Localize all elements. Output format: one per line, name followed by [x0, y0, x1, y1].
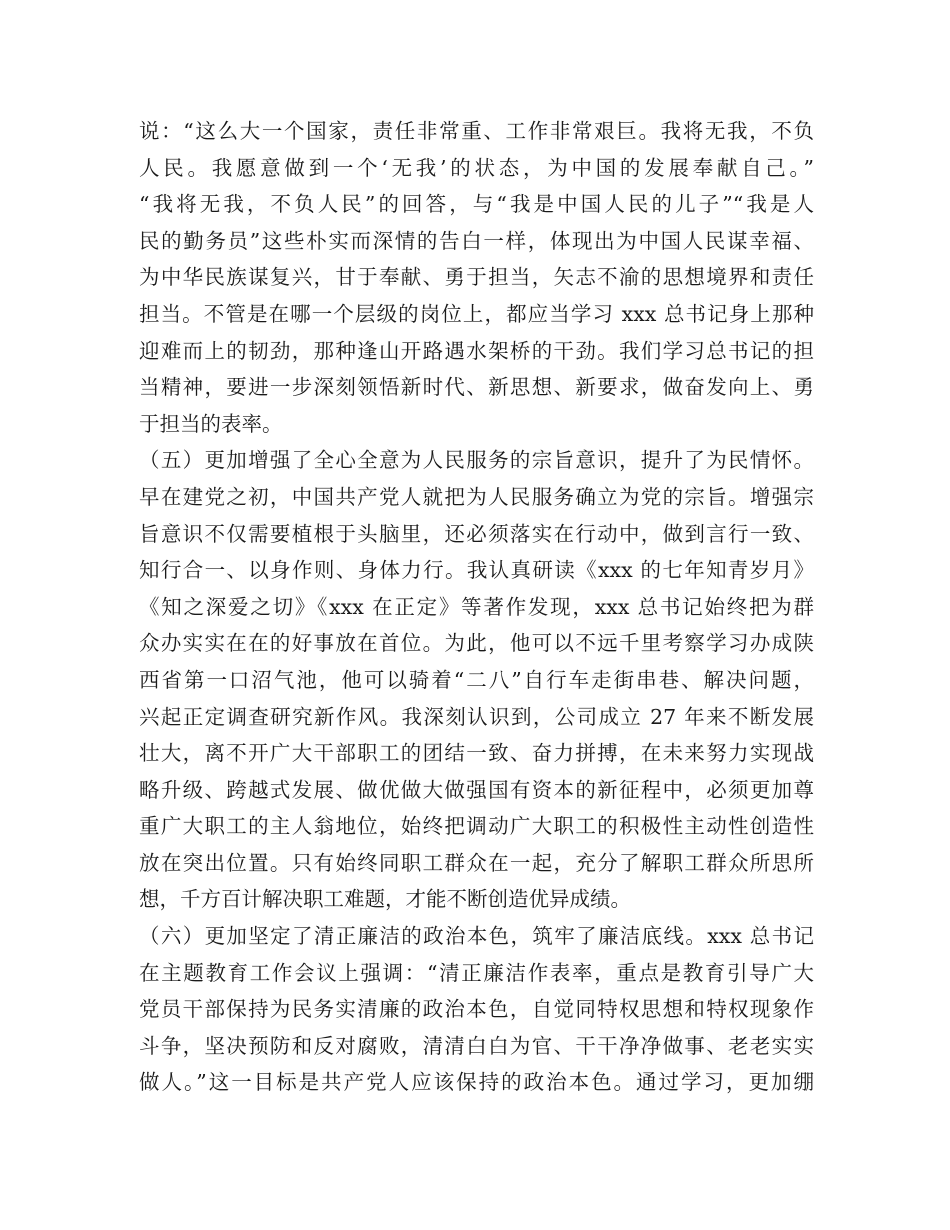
text-line: 担当。不管是在哪一个层级的岗位上，都应当学习 xxx 总书记身上那种: [139, 301, 814, 326]
text-line: 在主题教育工作会议上强调：“清正廉洁作表率，重点是教育引导广大: [139, 960, 814, 985]
text-line: 党员干部保持为民务实清廉的政治本色，自觉同特权思想和特权现象作: [139, 997, 814, 1022]
text-line: 为中华民族谋复兴，甘于奉献、勇于担当，矢志不渝的思想境界和责任: [139, 265, 814, 290]
text-line: 做人。”这一目标是共产党人应该保持的政治本色。通过学习，更加绷: [139, 1070, 814, 1095]
text-line: 早在建党之初，中国共产党人就把为人民服务确立为党的宗旨。增强宗: [139, 484, 814, 509]
text-line: 斗争，坚决预防和反对腐败，清清白白为官、干干净净做事、老老实实: [139, 1033, 814, 1058]
text-line: 略升级、跨越式发展、做优做大做强国有资本的新征程中，必须更加尊: [139, 777, 814, 802]
text-line: 重广大职工的主人翁地位，始终把调动广大职工的积极性主动性创造性: [139, 814, 814, 839]
section-heading-line: （五）更加增强了全心全意为人民服务的宗旨意识，提升了为民情怀。: [139, 448, 814, 473]
text-line: 兴起正定调查研究新作风。我深刻认识到，公司成立 27 年来不断发展: [139, 704, 814, 729]
text-line: 《知之深爱之切》《xxx 在正定》等著作发现，xxx 总书记始终把为群: [139, 594, 814, 619]
text-line: 壮大，离不开广大干部职工的团结一致、奋力拼搏，在未来努力实现战: [139, 741, 814, 766]
body-text: [139, 113, 814, 1101]
text-line: 众办实实在在的好事放在首位。为此，他可以不远千里考察学习办成陕: [139, 631, 814, 656]
text-line: 放在突出位置。只有始终同职工群众在一起，充分了解职工群众所思所: [139, 850, 814, 875]
text-line: 想，千方百计解决职工难题，才能不断创造优异成绩。: [139, 887, 631, 912]
text-line: 人民。我愿意做到一个‘无我’的状态，为中国的发展奉献自己。”: [139, 155, 814, 180]
text-line: 当精神，要进一步深刻领悟新时代、新思想、新要求，做奋发向上、勇: [139, 375, 814, 400]
text-line: 说：“这么大一个国家，责任非常重、工作非常艰巨。我将无我，不负: [139, 119, 814, 143]
text-line: 西省第一口沼气池，他可以骑着“二八”自行车走街串巷、解决问题，: [139, 667, 814, 692]
text-line: 知行合一、以身作则、身体力行。我认真研读《xxx 的七年知青岁月》: [139, 558, 814, 583]
text-line: 于担当的表率。: [139, 411, 283, 436]
text-line: 迎难而上的韧劲，那种逢山开路遇水架桥的干劲。我们学习总书记的担: [139, 338, 814, 363]
text-line: “我将无我，不负人民”的回答，与“我是中国人民的儿子”“我是人: [139, 192, 814, 217]
section-heading-line: （六）更加坚定了清正廉洁的政治本色，筑牢了廉洁底线。xxx 总书记: [139, 924, 814, 949]
text-line: 旨意识不仅需要植根于头脑里，还必须落实在行动中，做到言行一致、: [139, 521, 814, 546]
text-line: 民的勤务员”这些朴实而深情的告白一样，体现出为中国人民谋幸福、: [139, 228, 814, 253]
